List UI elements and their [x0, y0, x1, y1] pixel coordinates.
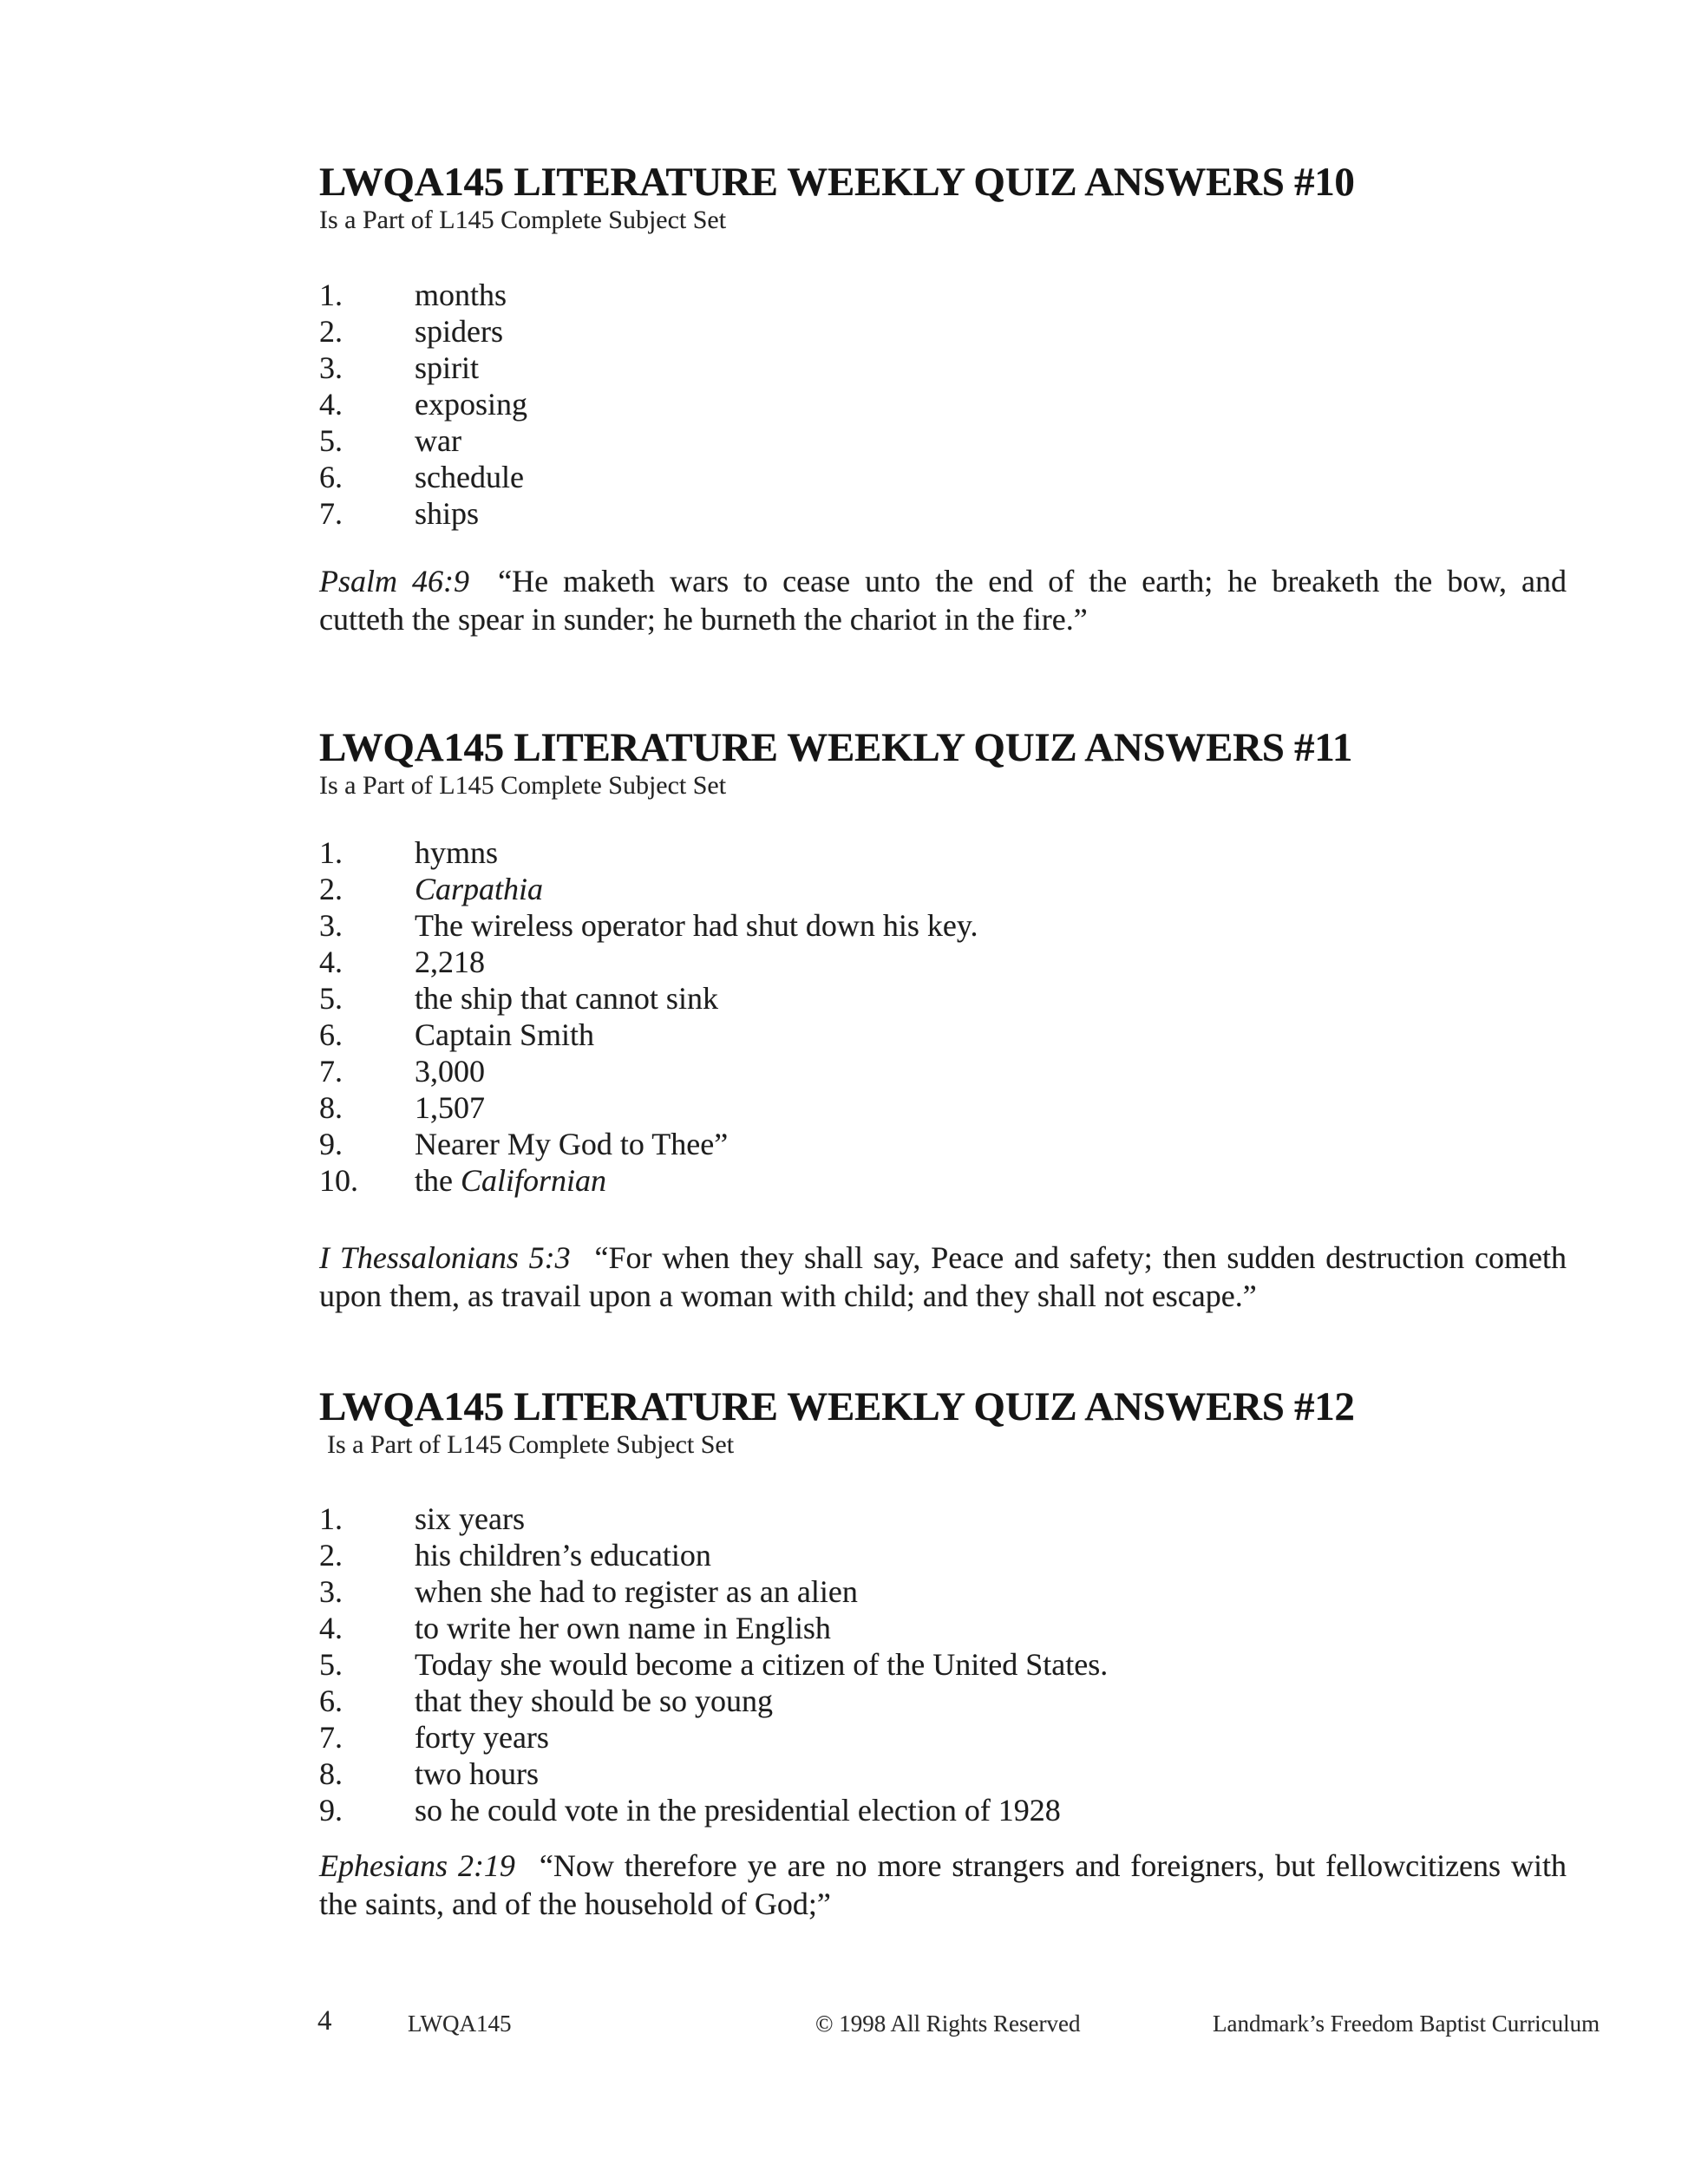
answer-text: two hours: [415, 1756, 539, 1791]
answer-row: [319, 386, 1567, 422]
answer-row: [319, 277, 1567, 313]
section-subtitle: Is a Part of L145 Complete Subject Set: [319, 771, 727, 800]
answer-text: schedule: [415, 460, 524, 494]
answer-text: spirit: [415, 350, 480, 385]
answer-number: 2.: [319, 1538, 343, 1573]
section-subtitle: Is a Part of L145 Complete Subject Set: [319, 206, 727, 234]
section-subtitle: Is a Part of L145 Complete Subject Set: [327, 1430, 735, 1459]
verse-line: Ephesians 2:19 “Now therefore ye are no more strangers and foreigners, but fellowcitizens with: [319, 1848, 1567, 1883]
verse-line: I Thessalonians 5:3 “For when they shall say, Peace and safety; then sudden destruction cometh: [319, 1240, 1567, 1275]
scripture-verse: [319, 562, 1567, 638]
answer-row: [319, 1126, 1567, 1162]
quiz-answers-section-10: [319, 160, 1567, 638]
answer-row: [319, 1792, 1567, 1828]
answer-number: 1.: [319, 1501, 343, 1536]
answer-text: 3,000: [415, 1054, 485, 1089]
answer-row: [319, 1573, 1567, 1610]
answer-row: [319, 459, 1567, 495]
answer-number: 9.: [319, 1793, 343, 1828]
quiz-answers-section-12: [319, 1384, 1567, 1923]
answer-row: [319, 1537, 1567, 1573]
page-number: 4: [317, 2005, 332, 2037]
answer-row: [319, 1610, 1567, 1646]
answer-number: 1.: [319, 835, 343, 870]
answer-row: [319, 1089, 1567, 1126]
answer-row: [319, 907, 1567, 944]
answer-text: the Californian: [415, 1163, 607, 1198]
answer-number: 8.: [319, 1090, 343, 1125]
answer-text: six years: [415, 1501, 525, 1536]
answer-text: forty years: [415, 1720, 549, 1755]
answer-row: [319, 1756, 1567, 1792]
verse-line: cutteth the spear in sunder; he burneth the chariot in the fire.”: [319, 602, 1088, 637]
answer-row: [319, 834, 1567, 871]
answer-number: 5.: [319, 981, 343, 1016]
answer-row: [319, 1162, 1567, 1199]
answer-text: Nearer My God to Thee”: [415, 1127, 729, 1161]
answer-text: to write her own name in English: [415, 1611, 831, 1645]
answer-text: war: [415, 423, 461, 458]
answer-number: 1.: [319, 278, 343, 312]
answer-text: 1,507: [415, 1090, 485, 1125]
answer-row: [319, 313, 1567, 350]
answer-row: [319, 1017, 1567, 1053]
answer-number: 2.: [319, 314, 343, 349]
answer-number: 7.: [319, 496, 343, 531]
answer-number: 10.: [319, 1163, 358, 1198]
answer-text: 2,218: [415, 945, 485, 979]
answer-text: that they should be so young: [415, 1684, 773, 1718]
verse-line: the saints, and of the household of God;”: [319, 1886, 831, 1921]
answer-row: [319, 944, 1567, 980]
answer-row: [319, 1683, 1567, 1719]
answer-number: 5.: [319, 1647, 343, 1682]
answer-number: 7.: [319, 1054, 343, 1089]
answer-text: hymns: [415, 835, 499, 870]
answer-row: [319, 350, 1567, 386]
quiz-answers-section-11: [319, 725, 1567, 1315]
publisher-name: Landmark’s Freedom Baptist Curriculum: [1213, 2011, 1600, 2037]
answer-text: exposing: [415, 387, 527, 422]
answer-number: 7.: [319, 1720, 343, 1755]
answer-text: spiders: [415, 314, 503, 349]
answer-number: 6.: [319, 1684, 343, 1718]
answer-row: [319, 1719, 1567, 1756]
answer-text: when she had to register as an alien: [415, 1574, 858, 1609]
answer-row: [319, 495, 1567, 532]
answer-row: [319, 1053, 1567, 1089]
answer-number: 3.: [319, 350, 343, 385]
answer-number: 6.: [319, 1017, 343, 1052]
answer-text: months: [415, 278, 507, 312]
verse-line: upon them, as travail upon a woman with child; and they shall not escape.”: [319, 1278, 1257, 1313]
answer-number: 8.: [319, 1756, 343, 1791]
answer-number: 4.: [319, 1611, 343, 1645]
scripture-verse: [319, 1847, 1567, 1923]
answer-number: 5.: [319, 423, 343, 458]
answer-text: The wireless operator had shut down his key.: [415, 908, 978, 943]
verse-line: Psalm 46:9 “He maketh wars to cease unto the end of the earth; he breaketh the bow, and: [319, 564, 1567, 598]
answer-text: so he could vote in the presidential election of 1928: [415, 1793, 1061, 1828]
answer-row: [319, 422, 1567, 459]
copyright-notice: © 1998 All Rights Reserved: [815, 2011, 1081, 2037]
answer-number: 6.: [319, 460, 343, 494]
answer-text: his children’s education: [415, 1538, 711, 1573]
answer-text: Today she would become a citizen of the United States.: [415, 1647, 1109, 1682]
answer-list: [319, 1501, 1567, 1828]
answer-text: Carpathia: [415, 872, 544, 906]
answer-text: the ship that cannot sink: [415, 981, 718, 1016]
section-title: LWQA145 LITERATURE WEEKLY QUIZ ANSWERS #12: [319, 1384, 1355, 1429]
section-title: LWQA145 LITERATURE WEEKLY QUIZ ANSWERS #11: [319, 725, 1353, 770]
answer-number: 3.: [319, 908, 343, 943]
answer-row: [319, 980, 1567, 1017]
scripture-verse: [319, 1239, 1567, 1315]
answer-row: [319, 1646, 1567, 1683]
answer-number: 4.: [319, 945, 343, 979]
answer-number: 2.: [319, 872, 343, 906]
answer-row: [319, 1501, 1567, 1537]
answer-row: [319, 871, 1567, 907]
answer-number: 4.: [319, 387, 343, 422]
answer-number: 9.: [319, 1127, 343, 1161]
answer-number: 3.: [319, 1574, 343, 1609]
section-title: LWQA145 LITERATURE WEEKLY QUIZ ANSWERS #10: [319, 160, 1355, 205]
answer-list: [319, 277, 1567, 532]
answer-text: ships: [415, 496, 480, 531]
answer-list: [319, 834, 1567, 1199]
document-code: LWQA145: [408, 2011, 512, 2037]
answer-text: Captain Smith: [415, 1017, 594, 1052]
